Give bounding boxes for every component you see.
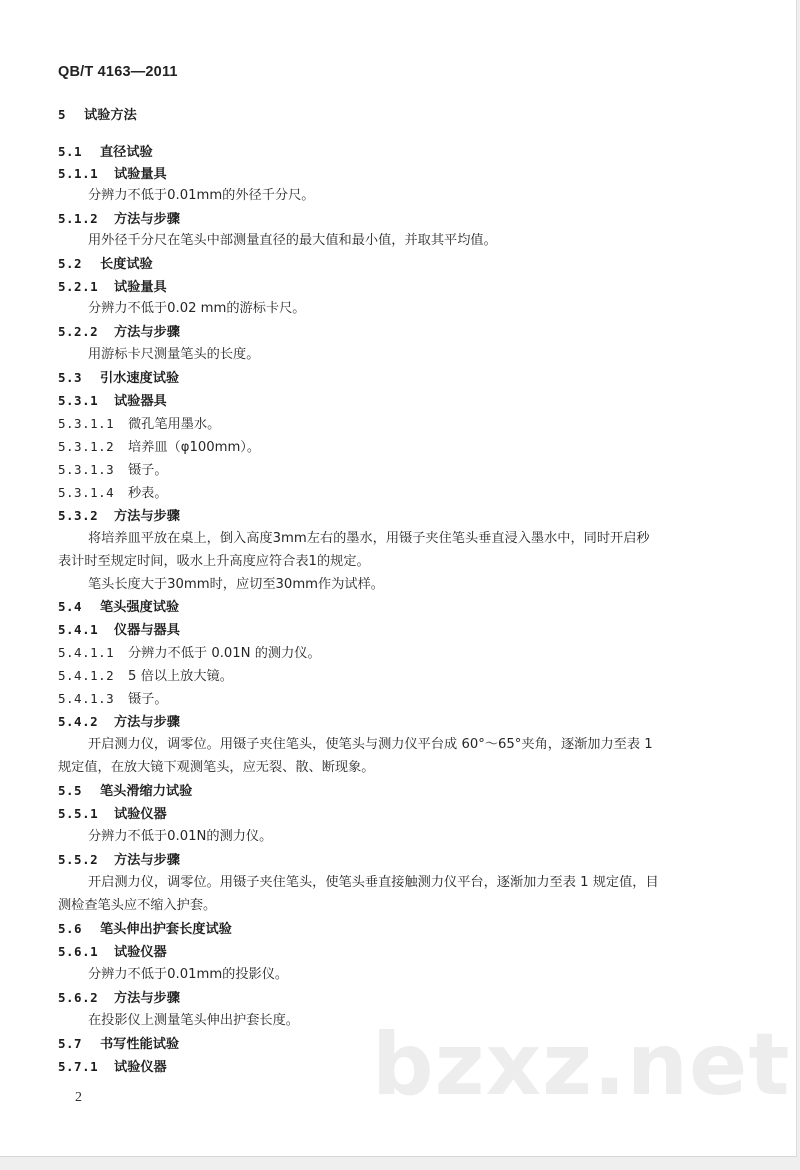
clause-heading (58, 920, 232, 939)
clause-heading (58, 323, 180, 342)
clause-text: 在投影仪上测量笔头伸出护套长度。 (88, 1013, 299, 1028)
clause-number: 5.4.1.1 (58, 645, 115, 660)
clause-title: 试验仪器 (114, 1060, 167, 1075)
clause-heading (58, 392, 167, 411)
clause-text: 表计时至规定时间，吸水上升高度应符合表1的规定。 (58, 554, 370, 569)
clause-heading (58, 143, 153, 162)
clause-heading (58, 598, 179, 617)
clause-heading (58, 210, 180, 229)
clause-item (58, 667, 233, 686)
clause-number: 5.7 (58, 1036, 83, 1051)
clause-number: 5.2.2 (58, 324, 99, 339)
clause-title: 方法与步骤 (114, 212, 180, 227)
clause-number: 5.5.2 (58, 852, 99, 867)
clause-number: 5.3.1 (58, 393, 99, 408)
clause-number: 5.6.2 (58, 990, 99, 1005)
clause-text: 镊子。 (128, 692, 168, 707)
clause-number: 5.6.1 (58, 944, 99, 959)
clause-text: 分辨力不低于0.01N的测力仪。 (88, 829, 273, 844)
clause-heading (58, 782, 192, 801)
clause-number: 5.2 (58, 256, 83, 271)
clause-text: 用外径千分尺在笔头中部测量直径的最大值和最小值，并取其平均值。 (88, 233, 497, 248)
standard-code-header: QB/T 4163—2011 (58, 64, 178, 80)
paragraph-line (88, 187, 315, 205)
clause-heading (58, 989, 180, 1008)
clause-heading (58, 713, 180, 732)
clause-title: 长度试验 (100, 257, 153, 272)
clause-number: 5.5.1 (58, 806, 99, 821)
paragraph-line (58, 897, 216, 915)
clause-number: 5.3.1.2 (58, 439, 115, 454)
clause-number: 5.2.1 (58, 279, 99, 294)
clause-title: 试验器具 (114, 394, 167, 409)
clause-item (58, 690, 168, 709)
clause-title: 笔头伸出护套长度试验 (100, 922, 232, 937)
clause-number: 5.6 (58, 921, 83, 936)
clause-heading (58, 805, 167, 824)
clause-title: 方法与步骤 (114, 509, 180, 524)
clause-text: 笔头长度大于30mm时，应切至30mm作为试样。 (88, 577, 384, 592)
clause-text: 分辨力不低于0.01mm的外径千分尺。 (88, 188, 315, 203)
clause-heading (58, 943, 167, 962)
paragraph-line (88, 966, 288, 984)
clause-number: 5.5 (58, 783, 83, 798)
paragraph-line (88, 736, 653, 754)
paragraph-line (58, 553, 370, 571)
clause-title: 方法与步骤 (114, 853, 180, 868)
clause-title: 试验量具 (114, 280, 167, 295)
clause-number: 5.3.1.4 (58, 485, 115, 500)
clause-heading (58, 165, 167, 184)
clause-text: 开启测力仪，调零位。用镊子夹住笔头，使笔头与测力仪平台成 60°～65°夹角，逐渐加力至表 1 (88, 737, 653, 752)
paragraph-line (88, 874, 659, 892)
clause-heading (58, 255, 153, 274)
clause-title: 方法与步骤 (114, 991, 180, 1006)
clause-heading (58, 369, 179, 388)
clause-title: 引水速度试验 (100, 371, 180, 386)
section-number: 5 (58, 107, 67, 122)
clause-number: 5.4.1.3 (58, 691, 115, 706)
clause-number: 5.1.1 (58, 166, 99, 181)
page-number: 2 (75, 1090, 82, 1105)
clause-text: 测检查笔头应不缩入护套。 (58, 898, 217, 913)
clause-number: 5.3 (58, 370, 83, 385)
paragraph-line (88, 576, 384, 594)
clause-number: 5.4.1 (58, 622, 99, 637)
paragraph-line (88, 530, 650, 548)
clause-title: 直径试验 (100, 145, 153, 160)
clause-title: 笔头强度试验 (100, 600, 180, 615)
clause-item (58, 415, 220, 434)
clause-number: 5.1 (58, 144, 83, 159)
clause-heading (58, 278, 167, 297)
clause-item (58, 438, 260, 457)
clause-text: 微孔笔用墨水。 (128, 417, 221, 432)
clause-text: 用游标卡尺测量笔头的长度。 (88, 347, 260, 362)
clause-text: 规定值，在放大镜下观测笔头，应无裂、散、断现象。 (58, 760, 375, 775)
clause-number: 5.3.1.1 (58, 416, 115, 431)
clause-text: 分辨力不低于 0.01N 的测力仪。 (128, 646, 321, 661)
clause-number: 5.4.2 (58, 714, 99, 729)
watermark: bzxz.net (372, 1015, 791, 1115)
clause-title: 方法与步骤 (114, 715, 180, 730)
clause-item (58, 644, 321, 663)
clause-heading (58, 1035, 179, 1054)
clause-text: 5 倍以上放大镜。 (128, 669, 233, 684)
clause-number: 5.4.1.2 (58, 668, 115, 683)
paragraph-line (88, 232, 497, 250)
clause-text: 镊子。 (128, 463, 168, 478)
clause-title: 仪器与器具 (114, 623, 180, 638)
clause-heading (58, 507, 180, 526)
clause-text: 秒表。 (128, 486, 168, 501)
clause-heading (58, 851, 180, 870)
clause-title: 试验仪器 (114, 945, 167, 960)
clause-number: 5.3.2 (58, 508, 99, 523)
clause-text: 分辨力不低于0.02 mm的游标卡尺。 (88, 301, 306, 316)
clause-heading (58, 1058, 167, 1077)
clause-title: 笔头滑缩力试验 (100, 784, 193, 799)
clause-number: 5.7.1 (58, 1059, 99, 1074)
clause-title: 方法与步骤 (114, 325, 180, 340)
section-title: 试验方法 (84, 108, 137, 123)
clause-number: 5.3.1.3 (58, 462, 115, 477)
paragraph-line (88, 828, 272, 846)
clause-title: 试验量具 (114, 167, 167, 182)
clause-text: 开启测力仪，调零位。用镊子夹住笔头，使笔头垂直接触测力仪平台，逐渐加力至表 1 规定值，目 (88, 875, 659, 890)
paragraph-line (58, 759, 375, 777)
clause-title: 试验仪器 (114, 807, 167, 822)
clause-title: 书写性能试验 (100, 1037, 180, 1052)
clause-heading (58, 621, 180, 640)
paragraph-line (88, 346, 259, 364)
paragraph-line (88, 1012, 299, 1030)
clause-item (58, 484, 168, 503)
clause-item (58, 461, 168, 480)
clause-text: 将培养皿平放在桌上，倒入高度3mm左右的墨水，用镊子夹住笔头垂直浸入墨水中，同时开启秒 (88, 531, 650, 546)
section-heading (58, 106, 137, 125)
paragraph-line (88, 300, 306, 318)
clause-text: 分辨力不低于0.01mm的投影仪。 (88, 967, 289, 982)
clause-text: 培养皿（φ100mm）。 (128, 440, 261, 455)
clause-number: 5.1.2 (58, 211, 99, 226)
clause-number: 5.4 (58, 599, 83, 614)
